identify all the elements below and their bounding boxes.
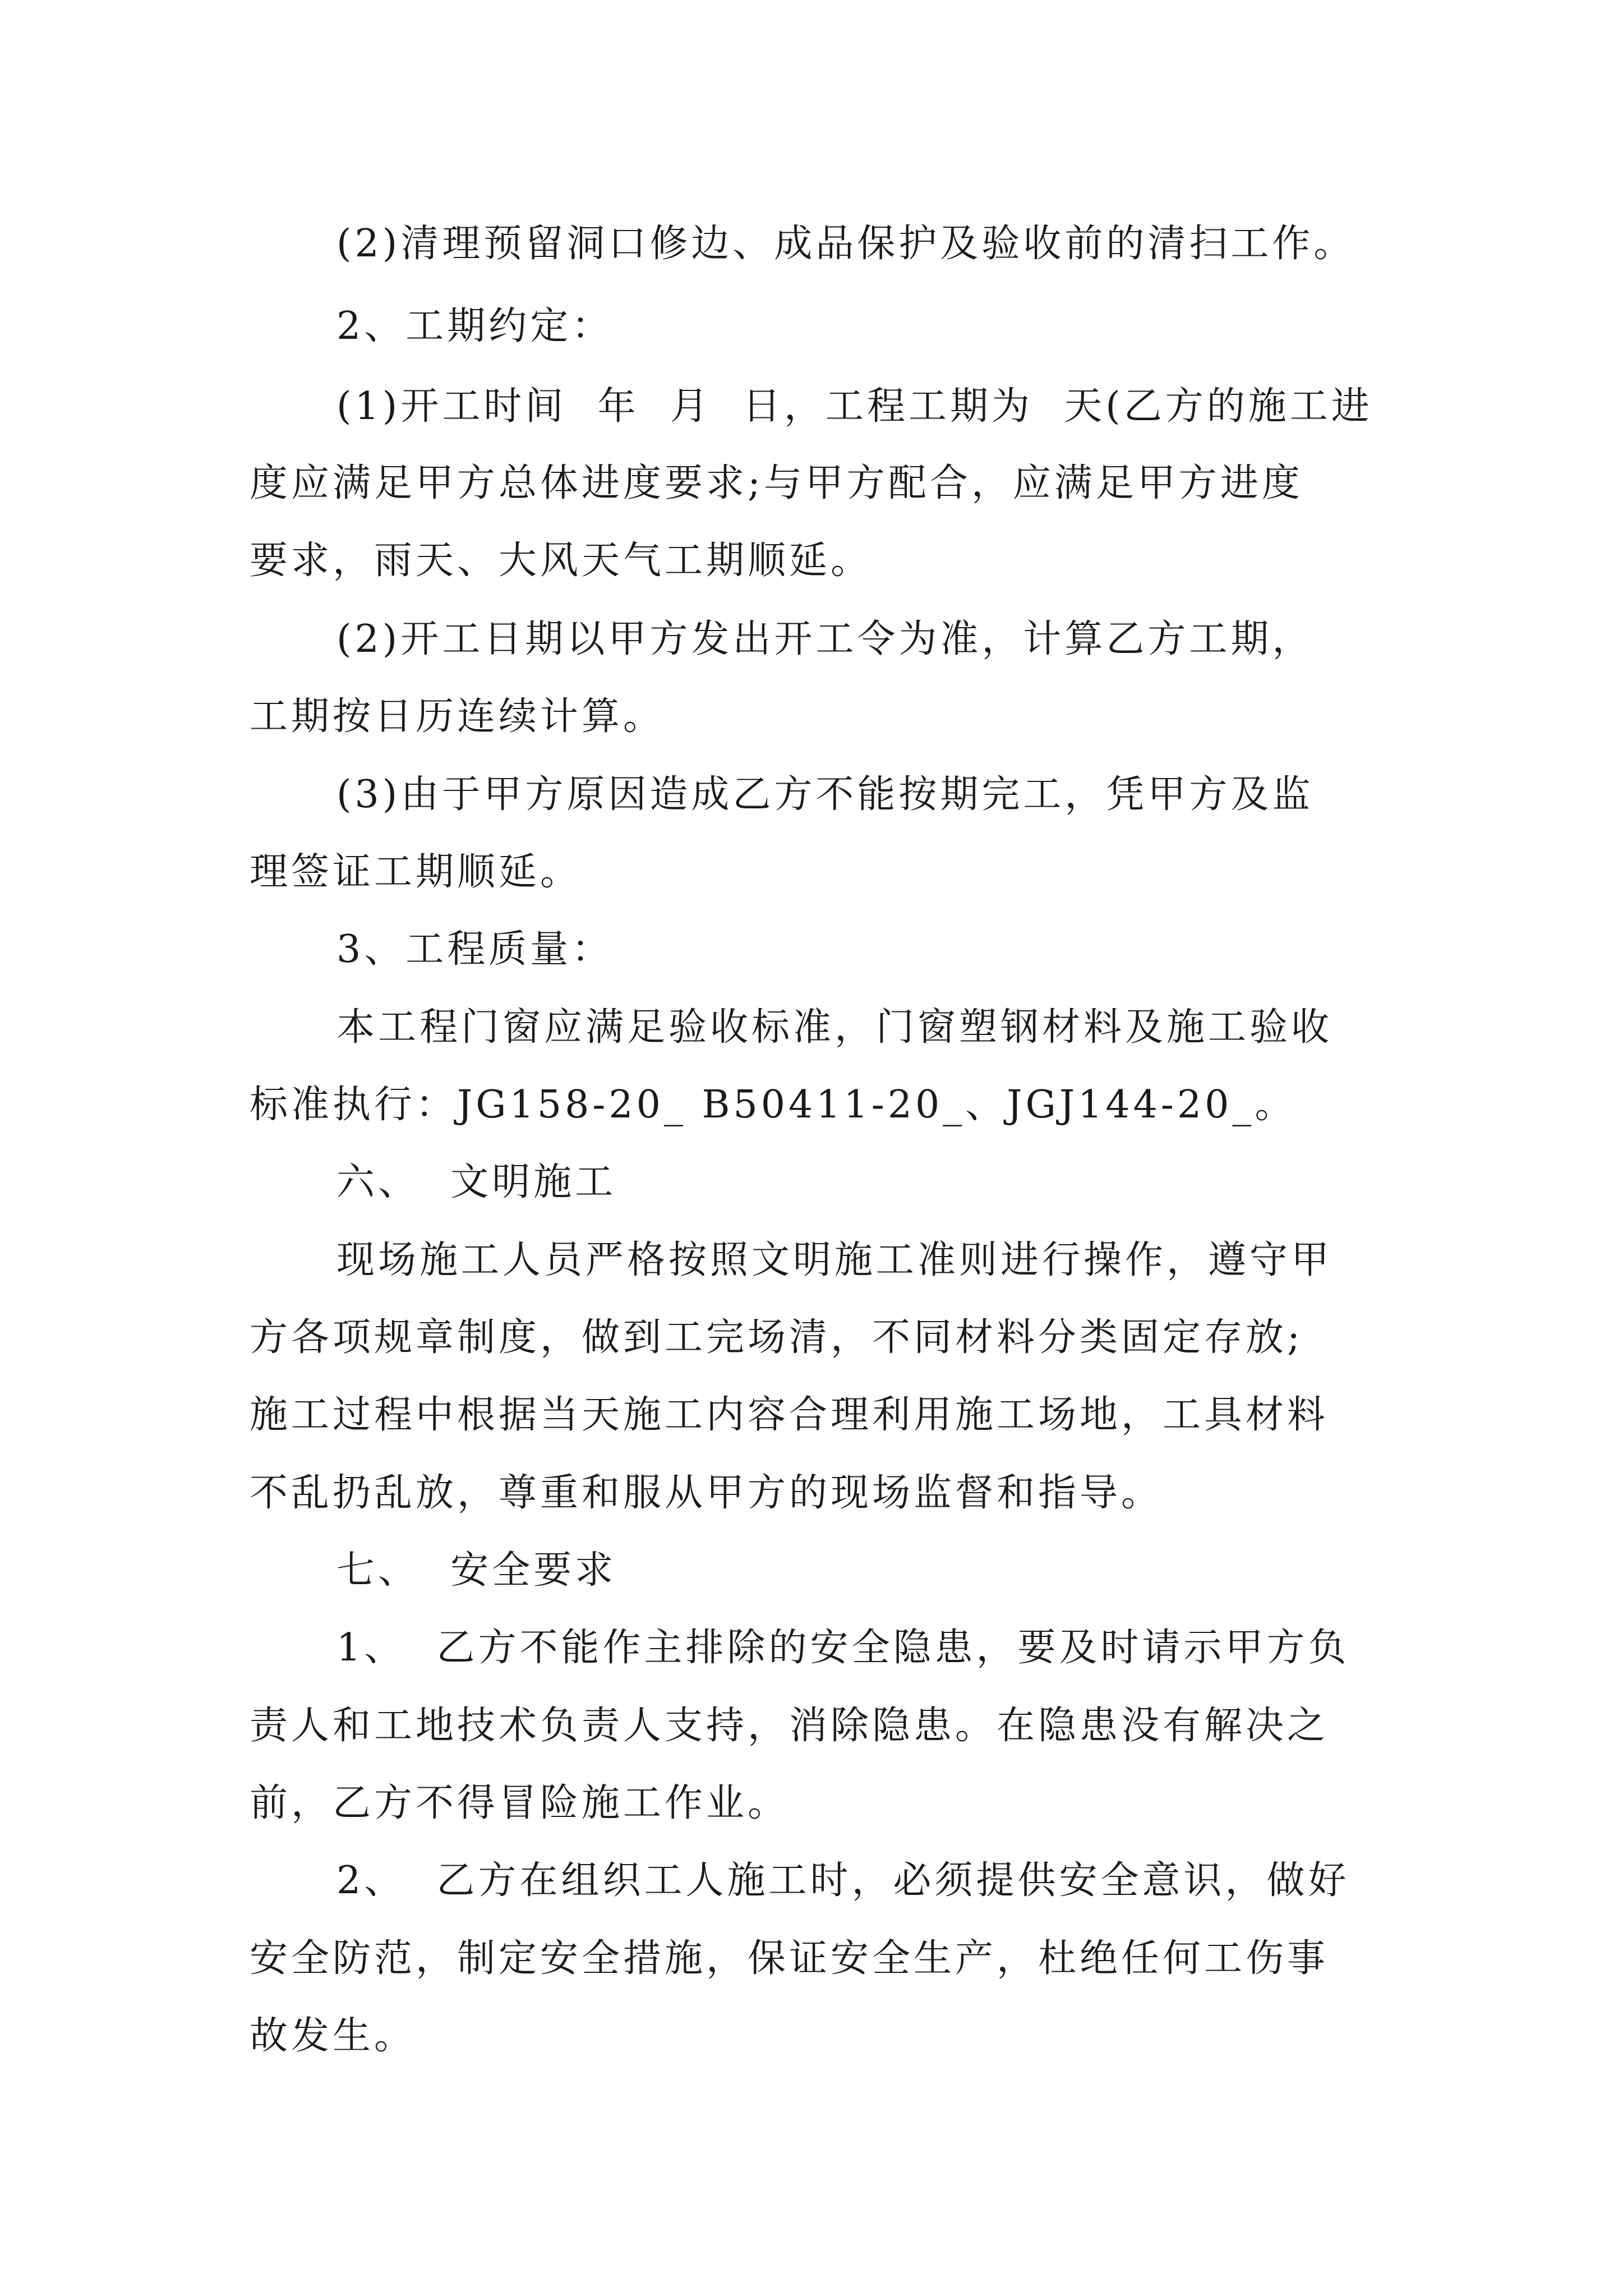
paragraph-line: 1、 乙方不能作主排除的安全隐患，要及时请示甲方负 xyxy=(336,1626,1350,1670)
paragraph-line: 要求，雨天、大风天气工期顺延。 xyxy=(250,539,873,583)
paragraph-line: 理签证工期顺延。 xyxy=(250,850,582,894)
paragraph-line: 不乱扔乱放，尊重和服从甲方的现场监督和指导。 xyxy=(250,1471,1163,1515)
paragraph-line: 2、 乙方在组织工人施工时，必须提供安全意识，做好 xyxy=(336,1858,1350,1903)
paragraph-line: (1)开工时间 年 月 日，工程工期为 天(乙方的施工进 xyxy=(336,384,1373,429)
paragraph-line: (2)清理预留洞口修边、成品保护及验收前的清扫工作。 xyxy=(336,222,1355,266)
paragraph-line: 施工过程中根据当天施工内容合理利用施工场地，工具材料 xyxy=(250,1393,1329,1437)
paragraph-line: 前，乙方不得冒险施工作业。 xyxy=(250,1781,790,1825)
paragraph-line: 本工程门窗应满足验收标准，门窗塑钢材料及施工验收 xyxy=(336,1005,1333,1050)
paragraph-line: 责人和工地技术负责人支持，消除隐患。在隐患没有解决之 xyxy=(250,1704,1329,1748)
paragraph-line: 现场施工人员严格按照文明施工准则进行操作，遵守甲 xyxy=(336,1238,1333,1282)
section-heading: 六、 文明施工 xyxy=(336,1160,617,1204)
paragraph-line: 故发生。 xyxy=(250,2014,416,2058)
paragraph-line: 度应满足甲方总体进度要求;与甲方配合，应满足甲方进度 xyxy=(250,461,1303,505)
paragraph-line: 方各项规章制度，做到工完场清，不同材料分类固定存放; xyxy=(250,1315,1303,1360)
section-heading: 2、工期约定： xyxy=(336,304,614,348)
paragraph-line: 标准执行：JG158-20_ B50411-20_、JGJ144-20_。 xyxy=(250,1083,1297,1127)
section-heading: 七、 安全要求 xyxy=(336,1548,617,1593)
paragraph-line: 工期按日历连续计算。 xyxy=(250,694,665,739)
paragraph-line: 安全防范，制定安全措施，保证安全生产，杜绝任何工伤事 xyxy=(250,1936,1329,1981)
paragraph-line: (3)由于甲方原因造成乙方不能按期完工，凭甲方及监 xyxy=(336,772,1314,817)
paragraph-line: (2)开工日期以甲方发出开工令为准，计算乙方工期， xyxy=(336,617,1314,661)
section-heading: 3、工程质量： xyxy=(336,927,614,972)
